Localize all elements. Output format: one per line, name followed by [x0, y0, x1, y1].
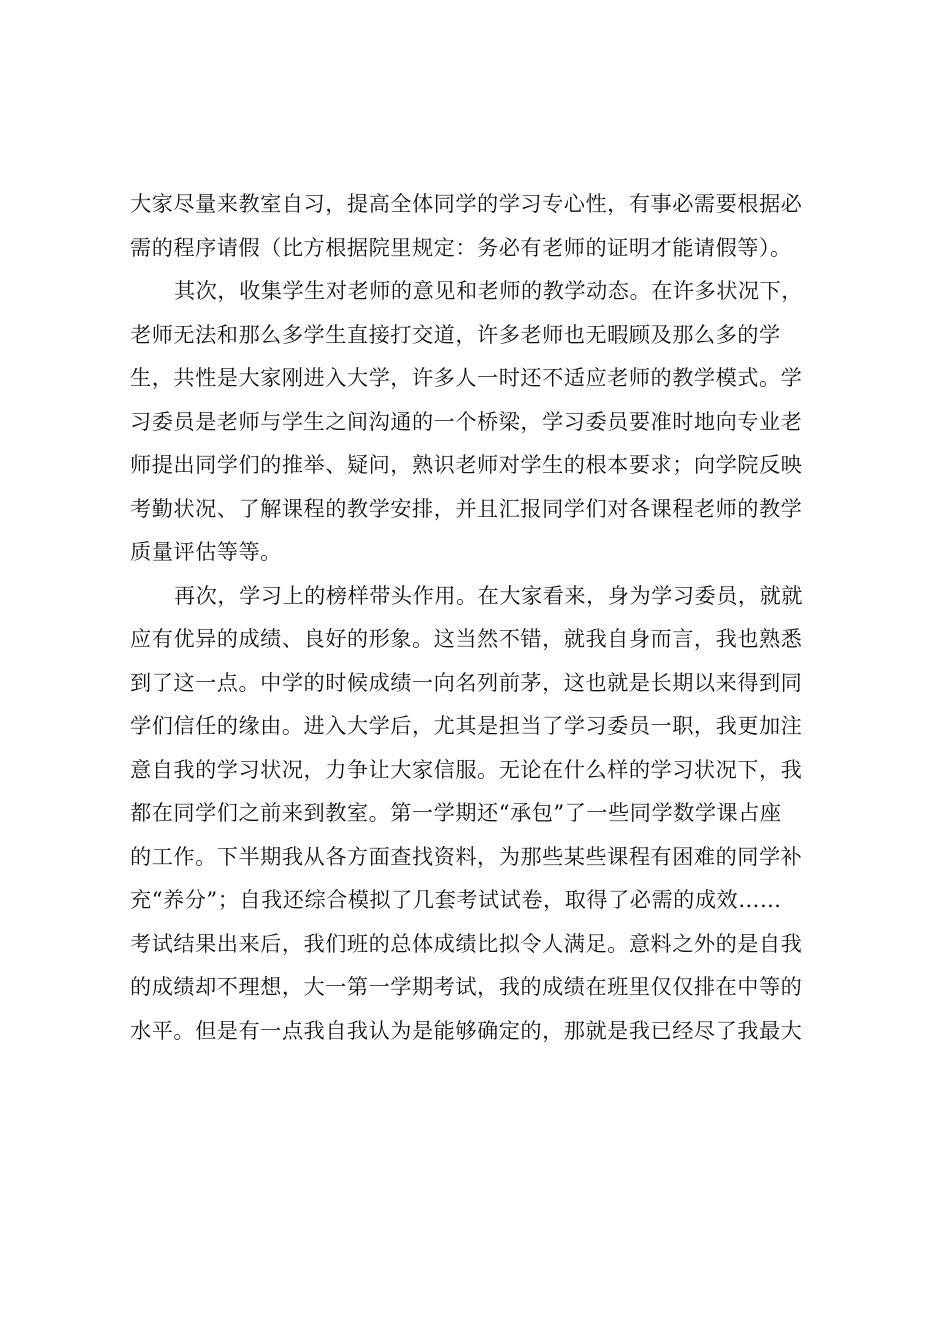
text-line: 大家尽量来教室自习，提高全体同学的学习专心性，有事必需要根据必: [130, 191, 803, 216]
text-line: 生，共性是大家刚进入大学，许多人一时还不适应老师的教学模式。学: [130, 365, 803, 390]
text-line: 质量评估等等。: [130, 539, 282, 564]
text-line: 水平。但是有一点我自我认为是能够确定的，那就是我已经尽了我最大: [130, 1017, 803, 1043]
text-line: 都在同学们之前来到教室。第一学期还“承包”了一些同学数学课占座: [130, 800, 782, 825]
text-line: 意自我的学习状况，力争让大家信服。无论在什么样的学习状况下，我: [130, 756, 803, 782]
text-line: 师提出同学们的推举、疑问，熟识老师对学生的根本要求；向学院反映: [130, 452, 803, 477]
text-line: 老师无法和那么多学生直接打交道，许多老师也无暇顾及那么多的学: [130, 321, 781, 347]
text-line: 考勤状况、了解课程的教学安排，并且汇报同学们对各课程老师的教学: [130, 495, 803, 521]
text-line: 习委员是老师与学生之间沟通的一个桥梁，学习委员要准时地向专业老: [130, 408, 803, 434]
text-line: 学们信任的缘由。进入大学后，尤其是担当了学习委员一职，我更加注: [130, 713, 803, 738]
document-body: [130, 182, 830, 1052]
text-line: 再次，学习上的榜样带头作用。在大家看来，身为学习委员，就就: [174, 582, 803, 608]
text-line: 考试结果出来后，我们班的总体成绩比拟令人满足。意料之外的是自我: [130, 930, 803, 956]
text-line: 应有优异的成绩、良好的形象。这当然不错，就我自身而言，我也熟悉: [130, 626, 803, 651]
text-line: 充“养分”；自我还综合模拟了几套考试试卷，取得了必需的成效……: [130, 887, 782, 912]
text-line: 到了这一点。中学的时候成绩一向名列前茅，这也就是长期以来得到同: [130, 669, 803, 695]
text-line: 需的程序请假（比方根据院里规定：务必有老师的证明才能请假等）。: [130, 234, 792, 260]
text-line: 的成绩却不理想，大一第一学期考试，我的成绩在班里仅仅排在中等的: [130, 974, 803, 999]
text-line: 其次，收集学生对老师的意见和老师的教学动态。在许多状况下，: [174, 278, 803, 303]
text-line: 的工作。下半期我从各方面查找资料，为那些某些课程有困难的同学补: [130, 843, 803, 869]
